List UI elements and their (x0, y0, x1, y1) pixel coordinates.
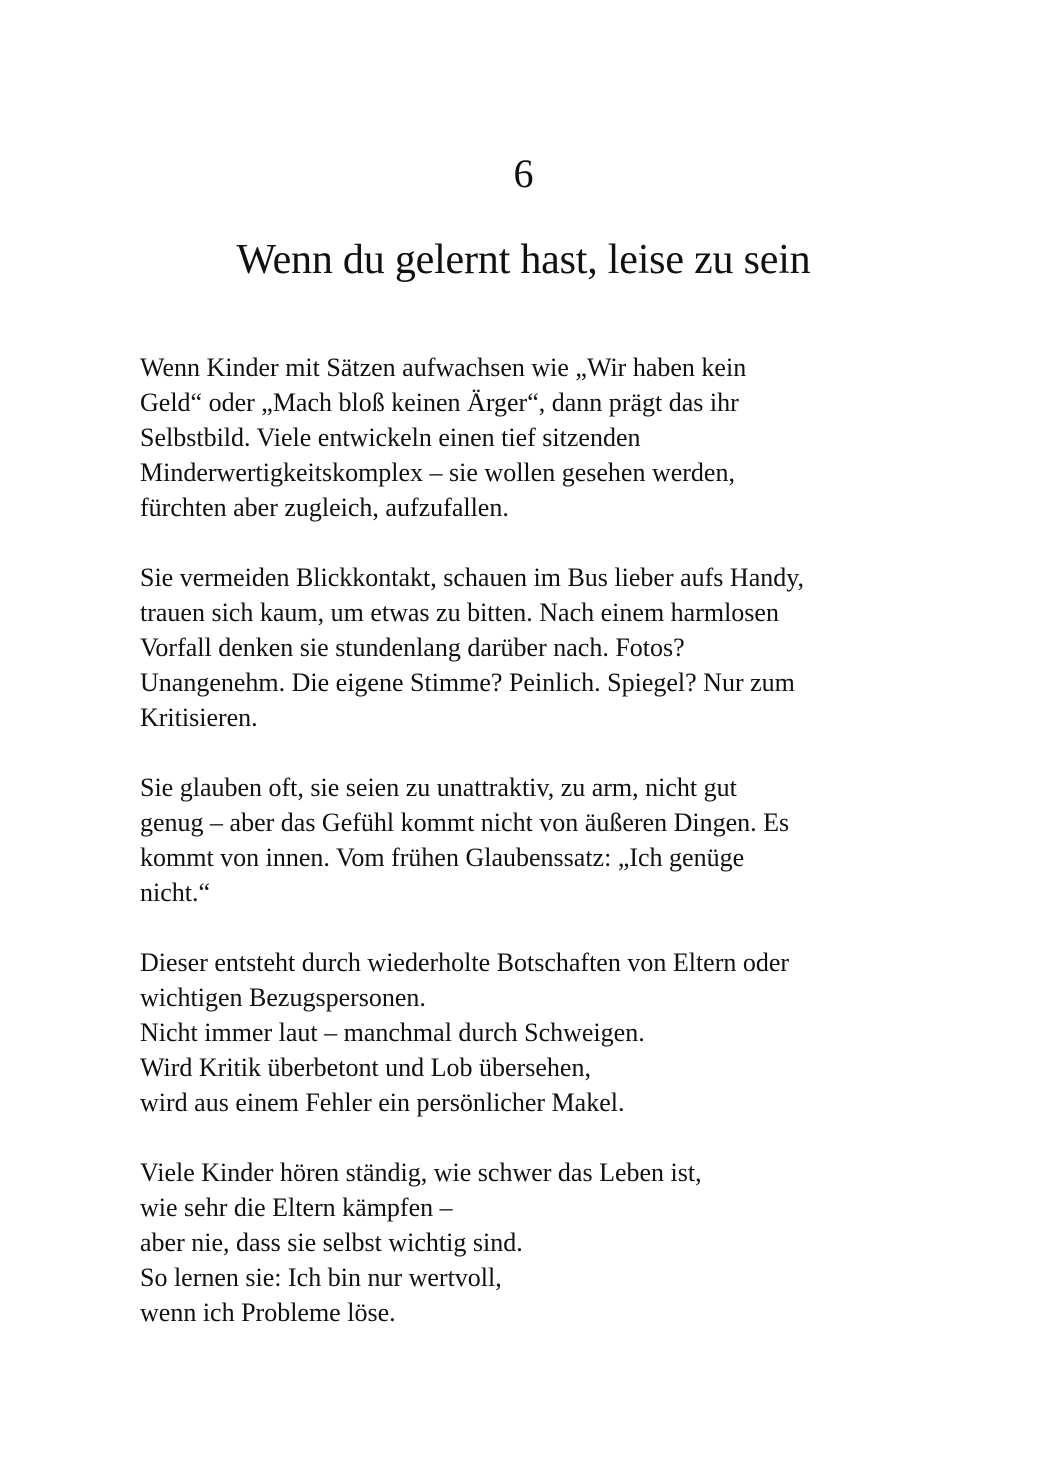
text-line: wichtigen Bezugspersonen. (140, 983, 426, 1012)
text-line: wenn ich Probleme löse. (140, 1298, 396, 1327)
text-line: aber nie, dass sie selbst wichtig sind. (140, 1228, 523, 1257)
paragraph-2 (140, 560, 940, 735)
text-line: trauen sich kaum, um etwas zu bitten. Nach einem harmlosen (140, 598, 779, 627)
text-line: wird aus einem Fehler ein persönlicher Makel. (140, 1088, 625, 1117)
text-line: Wenn Kinder mit Sätzen aufwachsen wie „Wir haben kein (140, 353, 747, 382)
chapter-number: 6 (513, 151, 534, 196)
text-line: fürchten aber zugleich, aufzufallen. (140, 493, 509, 522)
text-line: nicht.“ (140, 878, 211, 907)
text-line: Wird Kritik überbetont und Lob übersehen, (140, 1053, 591, 1082)
paragraph-3 (140, 770, 940, 910)
text-line: wie sehr die Eltern kämpfen – (140, 1193, 453, 1222)
text-line: Sie glauben oft, sie seien zu unattraktiv, zu arm, nicht gut (140, 773, 737, 802)
paragraph-1 (140, 350, 940, 525)
chapter-title: Wenn du gelernt hast, leise zu sein (236, 237, 811, 283)
text-line: kommt von innen. Vom frühen Glaubenssatz: „Ich genüge (140, 843, 745, 872)
text-line: Geld“ oder „Mach bloß keinen Ärger“, dann prägt das ihr (140, 388, 739, 417)
text-line: genug – aber das Gefühl kommt nicht von äußeren Dingen. Es (140, 808, 790, 837)
text-line: Nicht immer laut – manchmal durch Schweigen. (140, 1018, 645, 1047)
paragraph-4 (140, 945, 940, 1120)
text-line: Dieser entsteht durch wiederholte Botschaften von Eltern oder (140, 948, 790, 977)
text-line: So lernen sie: Ich bin nur wertvoll, (140, 1263, 502, 1292)
paragraph-5 (140, 1155, 940, 1330)
text-line: Viele Kinder hören ständig, wie schwer das Leben ist, (140, 1158, 702, 1187)
text-line: Vorfall denken sie stundenlang darüber nach. Fotos? (140, 633, 685, 662)
text-line: Sie vermeiden Blickkontakt, schauen im Bus lieber aufs Handy, (140, 563, 805, 592)
text-line: Unangenehm. Die eigene Stimme? Peinlich. Spiegel? Nur zum (140, 668, 795, 697)
text-line: Kritisieren. (140, 703, 258, 732)
chapter-body (140, 350, 940, 1365)
text-line: Selbstbild. Viele entwickeln einen tief sitzenden (140, 423, 641, 452)
text-line: Minderwertigkeitskomplex – sie wollen gesehen werden, (140, 458, 735, 487)
